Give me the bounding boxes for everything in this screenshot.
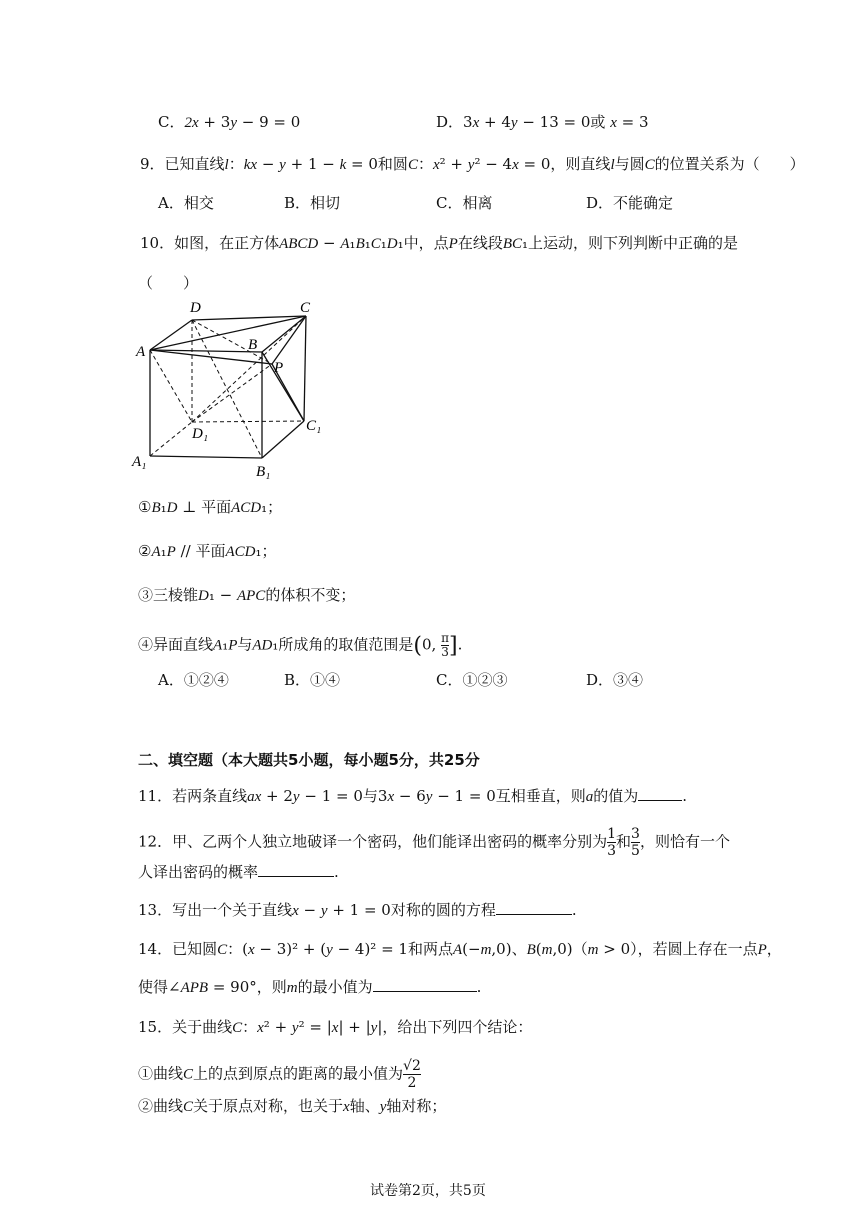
q9-stem: 9．已知直线l：kx − y + 1 − k = 0和圆C：x² + y² − 4x = 0，则直线l与圆C的位置关系为（ ） bbox=[140, 155, 805, 173]
q9-option-b: B．相切 bbox=[284, 194, 341, 212]
q8-option-d: D．3x + 4y − 13 = 0或 x = 3 bbox=[436, 113, 649, 131]
q13: 13．写出一个关于直线x − y + 1 = 0对称的圆的方程 . bbox=[138, 901, 577, 919]
q14-line2: 使得∠APB = 90°，则m的最小值为 . bbox=[138, 978, 482, 996]
q14-line1: 14．已知圆C：(x − 3)² + (y − 4)² = 1和两点A(−m,0)、B(m,0)（m > 0），若圆上存在一点P， bbox=[138, 940, 782, 958]
q9-option-a: A．相交 bbox=[158, 194, 214, 212]
q10-statement-3: ③三棱锥D₁ − APC的体积不变； bbox=[138, 586, 356, 604]
q8-option-c: C．2x + 3y − 9 = 0 bbox=[158, 113, 301, 131]
page-footer: 试卷第2页，共5页 bbox=[370, 1183, 486, 1199]
cube-figure bbox=[128, 296, 328, 482]
section-2-title: 二、填空题（本大题共5小题，每小题5分，共25分 bbox=[138, 751, 480, 769]
q10-statement-2: ②A₁P // 平面ACD₁； bbox=[138, 542, 277, 560]
q10-option-a: A．①②④ bbox=[158, 671, 229, 689]
label-c1: C₁ bbox=[306, 418, 322, 434]
label-p: P bbox=[274, 360, 284, 376]
label-c: C bbox=[300, 300, 311, 316]
q9-option-d: D．不能确定 bbox=[586, 194, 674, 212]
q15-statement-2: ②曲线C关于原点对称，也关于x轴、y轴对称； bbox=[138, 1097, 447, 1115]
q10-statement-1: ①B₁D ⊥ 平面ACD₁； bbox=[138, 498, 283, 516]
q15-line1: 15．关于曲线C：x² + y² = |x| + |y|，给出下列四个结论： bbox=[138, 1018, 533, 1036]
q10-option-b: B．①④ bbox=[284, 671, 341, 689]
q12-line2: 人译出密码的概率 . bbox=[138, 863, 339, 881]
q10-option-c: C．①②③ bbox=[436, 671, 508, 689]
q10-stem: 10．如图，在正方体ABCD − A₁B₁C₁D₁中，点P在线段BC₁上运动，则下列判断中正确的是 bbox=[140, 234, 739, 252]
label-d: D bbox=[190, 300, 201, 316]
q9-option-c: C．相离 bbox=[436, 194, 493, 212]
label-b: B bbox=[248, 337, 258, 353]
q10-paren: （ ） bbox=[138, 274, 199, 292]
q12-line1: 12．甲、乙两个人独立地破译一个密码，他们能译出密码的概率分别为 $\frac{1}{3}$ 和 $\frac{3}{5}$ ，则恰有一个 bbox=[138, 826, 730, 859]
label-d1: D₁ bbox=[192, 426, 209, 442]
label-a: A bbox=[136, 344, 146, 360]
q10-option-d: D．③④ bbox=[586, 671, 644, 689]
q15-statement-1: ①曲线C上的点到原点的距离的最小值为 $\frac{√2}{2}$ bbox=[138, 1058, 421, 1091]
label-b1: B₁ bbox=[256, 464, 271, 480]
label-a1: A₁ bbox=[132, 454, 147, 470]
q10-statement-4: ④异面直线A₁P与AD₁所成角的取值范围是(0, $\frac{\pi}{3}$ ]. bbox=[138, 631, 463, 659]
q11: 11．若两条直线ax + 2y − 1 = 0与3x − 6y − 1 = 0互相垂直，则a的值为 . bbox=[138, 787, 688, 805]
